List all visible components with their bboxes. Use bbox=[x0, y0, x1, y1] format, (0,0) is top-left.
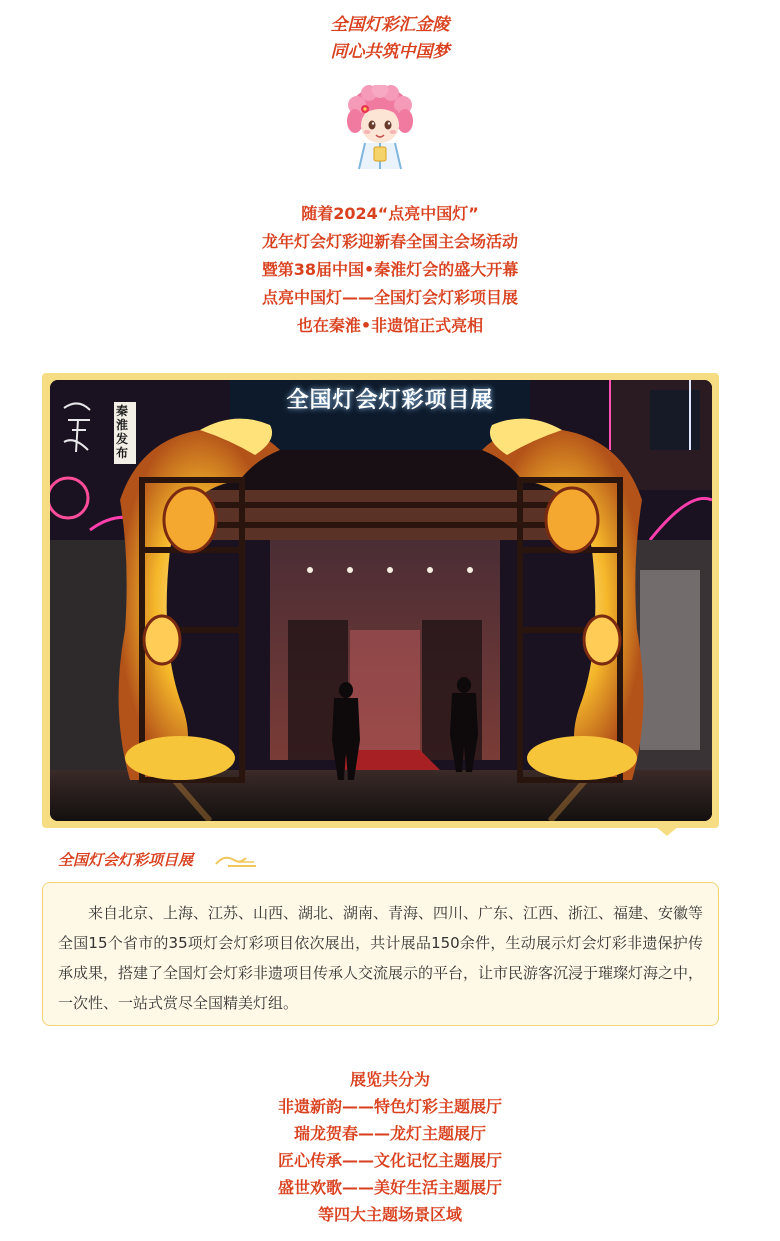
halls-line-4: 匠心传承——文化记忆主题展厅 bbox=[277, 1151, 502, 1170]
exhibition-entrance-photo bbox=[50, 380, 712, 821]
halls-line-5: 盛世欢歌——美好生活主题展厅 bbox=[277, 1178, 502, 1197]
intro-line-2: 龙年灯会灯彩迎新春全国主会场活动 bbox=[261, 232, 518, 251]
halls-line-3: 瑞龙贺春——龙灯主题展厅 bbox=[293, 1124, 486, 1143]
intro-line-3: 暨第38届中国•秦淮灯会的盛大开幕 bbox=[261, 260, 519, 279]
cloud-swirl-icon bbox=[214, 852, 258, 872]
section-title: 全国灯会灯彩项目展 bbox=[58, 851, 194, 869]
photo-frame-notch bbox=[655, 826, 679, 836]
halls-line-2: 非遗新韵——特色灯彩主题展厅 bbox=[277, 1097, 502, 1116]
intro-line-1: 随着2024“点亮中国灯” bbox=[301, 204, 479, 223]
description-text: 来自北京、上海、江苏、山西、湖北、湖南、青海、四川、广东、江西、浙江、福建、安徽等全国15个省市的35项灯会灯彩项目依次展出，共计展品150余件，生动展示灯会灯彩非遗保护传承成果，搭建了全国灯会灯彩非遗项目传承人交流展示的平台，让市民游客沉浸于璀璨灯海之中，一次性、一站式赏尽全国精美灯组。 bbox=[58, 904, 704, 1012]
halls-list bbox=[0, 1066, 780, 1228]
mascot-icon bbox=[345, 85, 415, 171]
photo-watermark-text: 秦淮发布 bbox=[116, 404, 129, 460]
slogan-line-1: 全国灯彩汇金陵 bbox=[330, 15, 450, 35]
halls-line-1: 展览共分为 bbox=[349, 1070, 430, 1089]
intro-line-4: 点亮中国灯——全国灯会灯彩项目展 bbox=[261, 288, 518, 307]
intro-line-5: 也在秦淮•非遗馆正式亮相 bbox=[296, 316, 484, 335]
halls-line-6: 等四大主题场景区域 bbox=[317, 1205, 462, 1224]
photo-sign-text: 全国灯会灯彩项目展 bbox=[286, 388, 494, 413]
intro-text bbox=[0, 200, 780, 340]
slogan-line-2: 同心共筑中国梦 bbox=[330, 42, 450, 62]
